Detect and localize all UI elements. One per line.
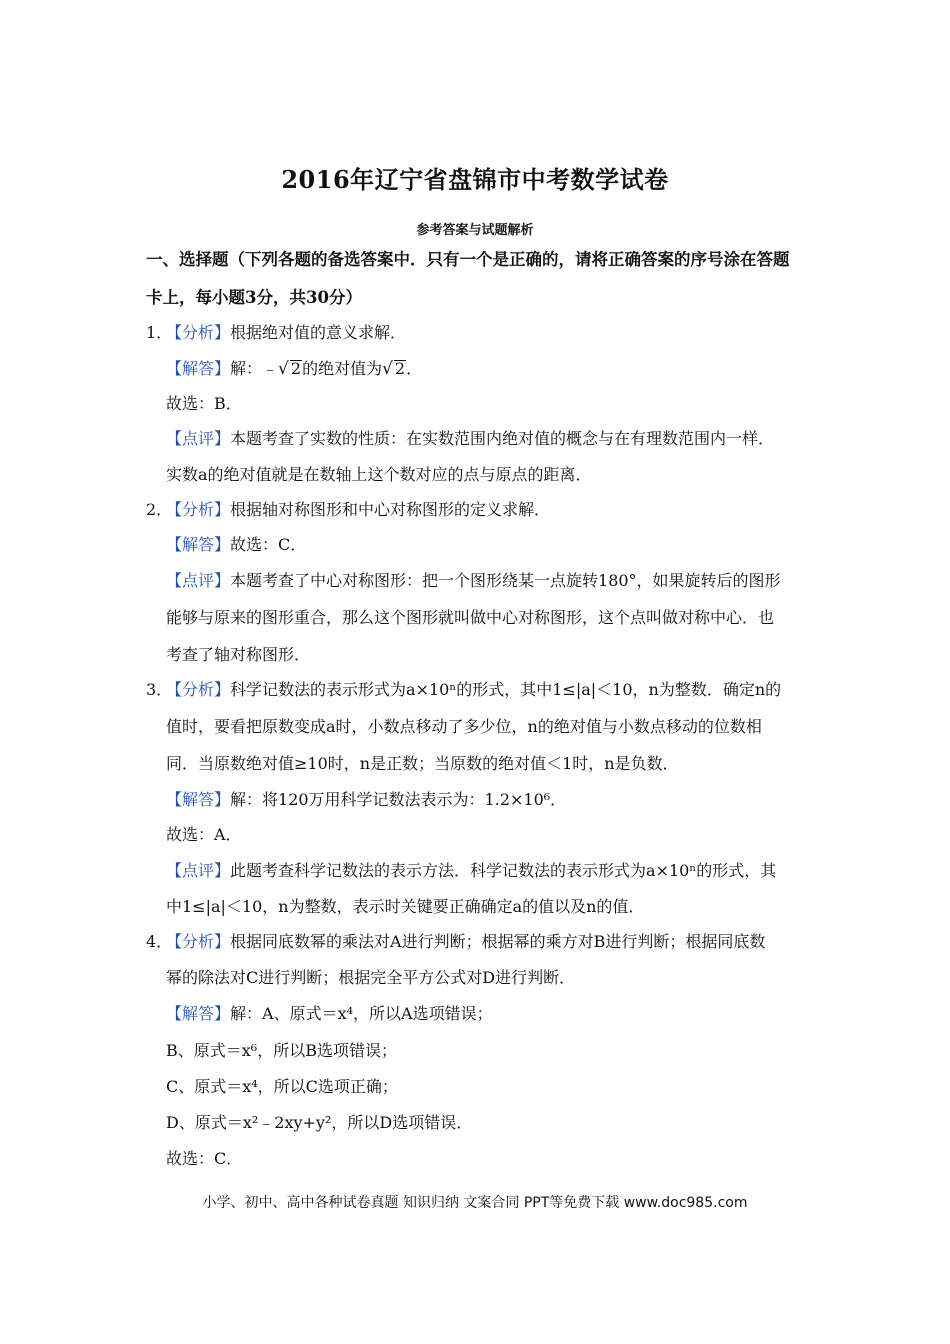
comment-tag: 【点评】 [166, 571, 231, 590]
q3-analysis-2: 值时，要看把原数变成a时，小数点移动了多少位，n的绝对值与小数点移动的位数相 [166, 717, 762, 736]
q4-choice: 故选：C． [166, 1149, 243, 1168]
answer-tag: 【解答】 [166, 535, 231, 554]
analysis-tag: 【分析】 [166, 500, 231, 519]
q4-answer [166, 1004, 493, 1024]
q3-comment [166, 861, 776, 881]
q3-comment-2: 中1≤|a|＜10，n为整数，表示时关键要正确确定a的值以及n的值． [166, 897, 645, 916]
q1-radicand-2: 2 [394, 359, 406, 378]
q2-comment-2: 能够与原来的图形重合，那么这个图形就叫做中心对称图形，这个点叫做对称中心．也 [166, 608, 775, 627]
q1-comment-2: 实数a的绝对值就是在数轴上这个数对应的点与原点的距离． [166, 465, 592, 484]
q1-comment-1: 本题考查了实数的性质：在实数范围内绝对值的概念与在有理数范围内一样． [230, 429, 775, 448]
q3-analysis [166, 680, 781, 700]
q2-comment [166, 571, 781, 591]
question-number-3: 3． [146, 680, 173, 699]
q3-choice: 故选：A． [166, 825, 242, 844]
q1-choice: 故选：B． [166, 394, 242, 413]
q1-answer [166, 359, 422, 379]
q3-answer [166, 790, 566, 810]
q2-answer [166, 535, 306, 555]
q2-comment-1: 本题考查了中心对称图形：把一个图形绕某一点旋转180°，如果旋转后的图形 [230, 571, 781, 590]
q1-answer-prefix: 解：﹣ [230, 359, 279, 378]
section-heading-line2: 卡上，每小题3分，共30分） [146, 288, 362, 307]
sqrt-icon: √ [278, 359, 289, 379]
q4-analysis-1: 根据同底数幂的乘法对A进行判断；根据幂的乘方对B进行判断；根据同底数 [230, 932, 766, 951]
question-number-2: 2． [146, 500, 173, 519]
q4-line-c: C、原式＝x⁴，所以C选项正确； [166, 1077, 398, 1096]
q2-analysis [166, 500, 550, 520]
q4-line-b: B、原式＝x⁶，所以B选项错误； [166, 1041, 397, 1060]
comment-tag: 【点评】 [166, 861, 231, 880]
q3-analysis-1: 科学记数法的表示形式为a×10ⁿ的形式，其中1≤|a|＜10，n为整数．确定n的 [230, 680, 782, 699]
q4-analysis-2: 幂的除法对C进行判断；根据完全平方公式对D进行判断． [166, 968, 576, 987]
answer-tag: 【解答】 [166, 1004, 231, 1023]
answer-tag: 【解答】 [166, 359, 231, 378]
sqrt-icon: √ [382, 359, 393, 379]
comment-tag: 【点评】 [166, 429, 231, 448]
q3-answer-text: 解：将120万用科学记数法表示为：1.2×10⁶． [230, 790, 567, 809]
q2-analysis-text: 根据轴对称图形和中心对称图形的定义求解． [230, 500, 551, 519]
q3-analysis-3: 同．当原数绝对值≥10时，n是正数；当原数的绝对值＜1时，n是负数． [166, 754, 679, 773]
page-title: 2016年辽宁省盘锦市中考数学试卷 [281, 165, 669, 194]
q4-analysis [166, 932, 765, 952]
answer-tag: 【解答】 [166, 790, 231, 809]
q1-answer-end: ． [406, 359, 423, 378]
q2-answer-text: 故选：C． [230, 535, 307, 554]
q3-comment-1: 此题考查科学记数法的表示方法．科学记数法的表示形式为a×10ⁿ的形式，其 [230, 861, 777, 880]
q4-answer-text: 解：A、原式＝x⁴，所以A选项错误； [230, 1004, 493, 1023]
page-footer: 小学、初中、高中各种试卷真题 知识归纳 文案合同 PPT等免费下载 www.doc985.com [202, 1195, 748, 1211]
q1-radicand-1: 2 [290, 359, 302, 378]
analysis-tag: 【分析】 [166, 680, 231, 699]
q4-line-d: D、原式＝x²﹣2xy+y²，所以D选项错误． [166, 1113, 473, 1132]
section-heading-line1: 一、选择题（下列各题的备选答案中．只有一个是正确的，请将正确答案的序号涂在答题 [146, 250, 790, 269]
q1-answer-mid: 的绝对值为 [302, 359, 383, 378]
q2-comment-3: 考查了轴对称图形． [166, 645, 311, 664]
q1-analysis-text: 根据绝对值的意义求解． [230, 323, 407, 342]
analysis-tag: 【分析】 [166, 932, 231, 951]
question-number-4: 4． [146, 932, 173, 951]
page-subtitle: 参考答案与试题解析 [416, 223, 534, 238]
q1-comment [166, 429, 774, 449]
question-number-1: 1． [146, 323, 173, 342]
analysis-tag: 【分析】 [166, 323, 231, 342]
q1-analysis [166, 323, 406, 343]
